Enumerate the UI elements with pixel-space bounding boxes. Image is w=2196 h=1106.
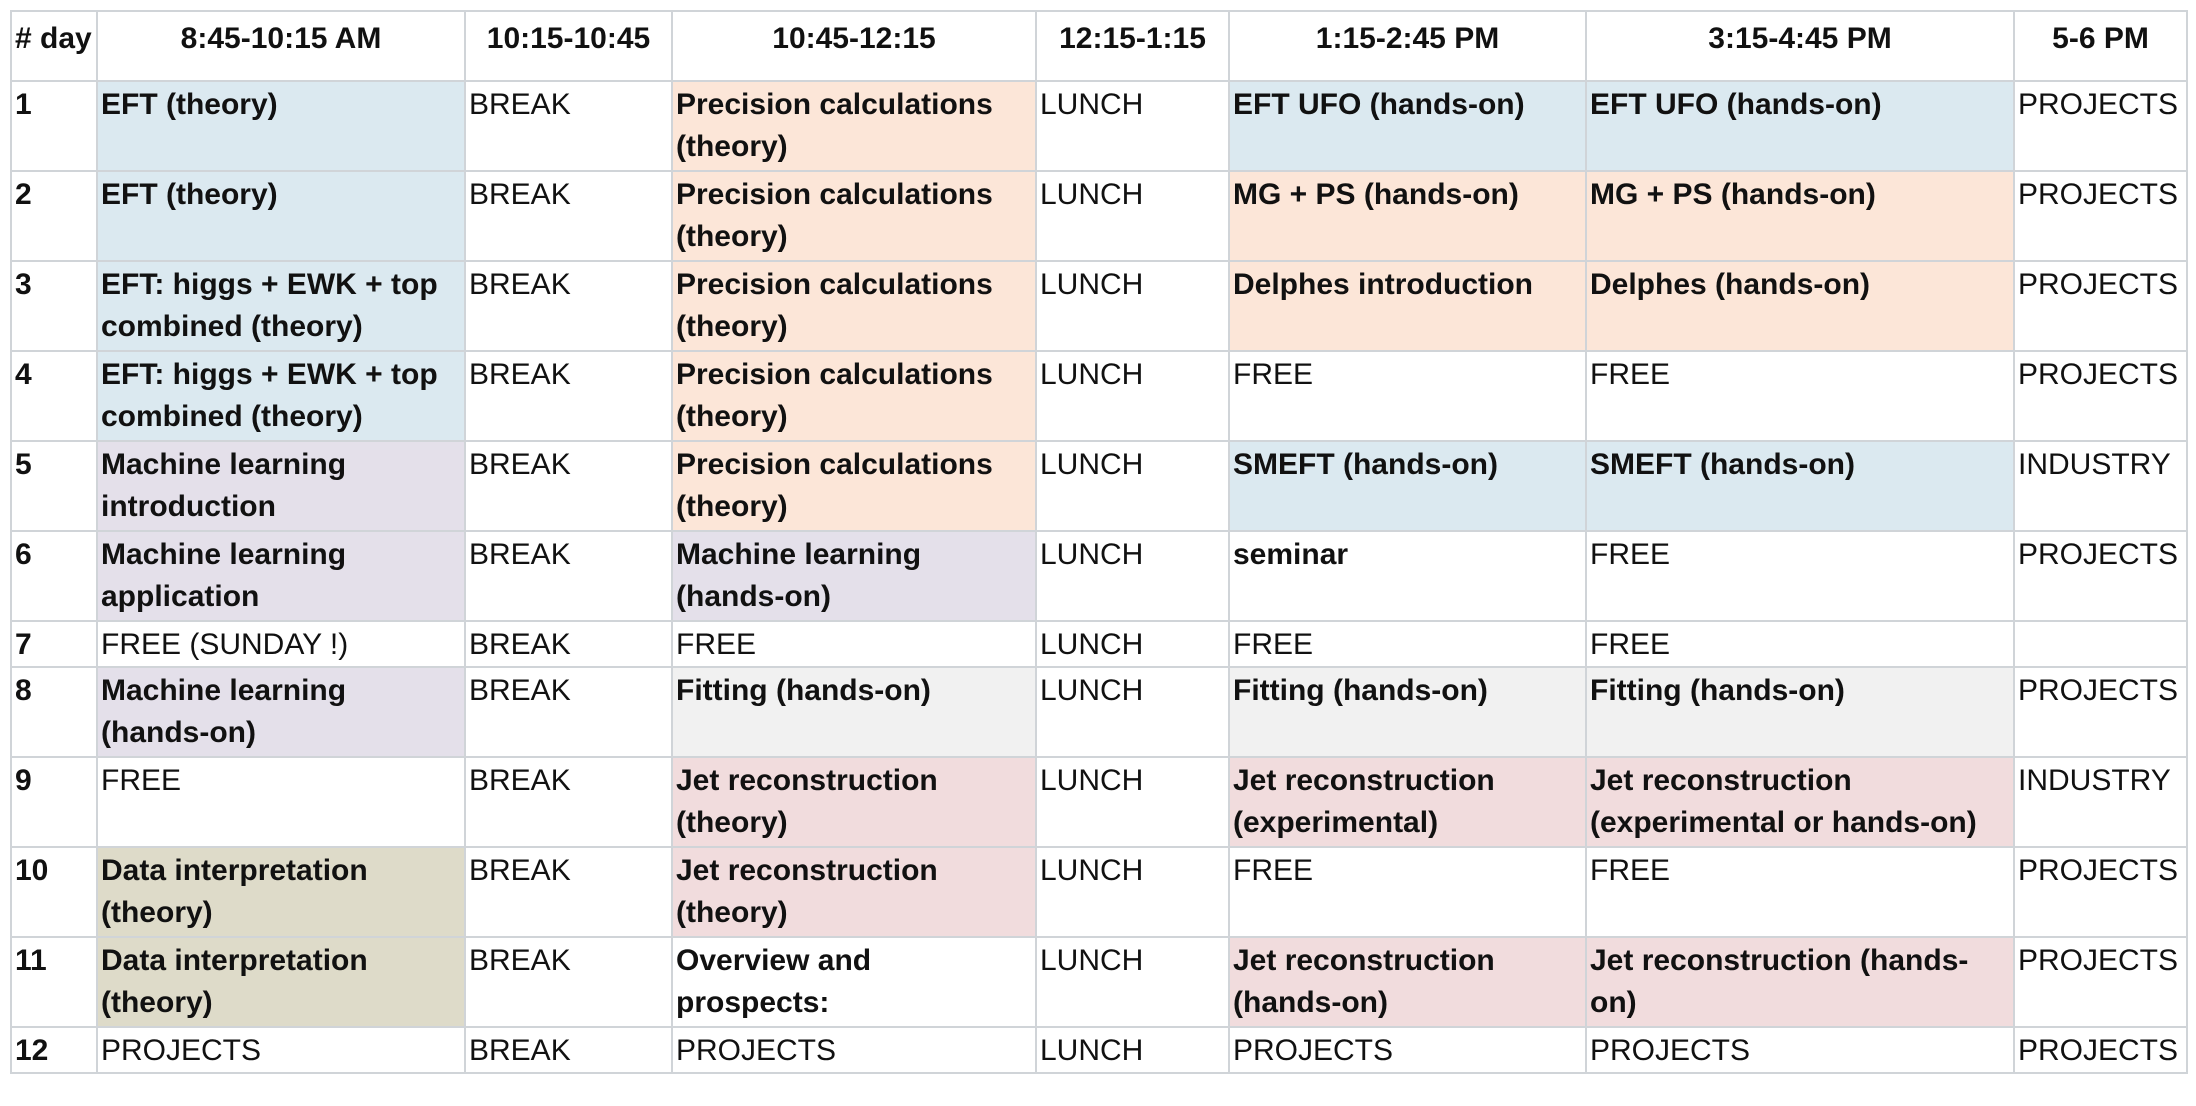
free-cell: FREE [97, 757, 465, 847]
table-row [11, 441, 2187, 531]
lunch-cell: LUNCH [1036, 81, 1229, 171]
evening-cell: PROJECTS [2014, 81, 2187, 171]
session-cell: Data interpretation (theory) [97, 847, 465, 937]
day-number: 2 [11, 171, 97, 261]
lunch-cell: LUNCH [1036, 351, 1229, 441]
header-slot-5: 1:15-2:45 PM [1229, 11, 1586, 81]
header-row [11, 11, 2187, 81]
session-cell: Machine learning (hands-on) [97, 667, 465, 757]
header-slot-6: 3:15-4:45 PM [1586, 11, 2014, 81]
session-cell: EFT: higgs + EWK + top combined (theory) [97, 261, 465, 351]
lunch-cell: LUNCH [1036, 1027, 1229, 1073]
session-cell: SMEFT (hands-on) [1586, 441, 2014, 531]
session-cell: Machine learning (hands-on) [672, 531, 1036, 621]
break-cell: BREAK [465, 441, 672, 531]
day-number: 1 [11, 81, 97, 171]
table-row [11, 81, 2187, 171]
header-slot-1: 8:45-10:15 AM [97, 11, 465, 81]
table-row [11, 621, 2187, 667]
lunch-cell: LUNCH [1036, 937, 1229, 1027]
session-cell: Jet reconstruction (theory) [672, 847, 1036, 937]
session-cell: Delphes introduction [1229, 261, 1586, 351]
session-cell: seminar [1229, 531, 1586, 621]
free-cell: FREE [1586, 531, 2014, 621]
evening-cell: PROJECTS [2014, 351, 2187, 441]
session-cell: MG + PS (hands-on) [1586, 171, 2014, 261]
evening-cell: PROJECTS [2014, 531, 2187, 621]
break-cell: BREAK [465, 1027, 672, 1073]
free-cell: FREE (SUNDAY !) [97, 621, 465, 667]
session-cell: Fitting (hands-on) [672, 667, 1036, 757]
break-cell: BREAK [465, 531, 672, 621]
break-cell: BREAK [465, 621, 672, 667]
session-cell: Fitting (hands-on) [1586, 667, 2014, 757]
evening-cell: PROJECTS [2014, 1027, 2187, 1073]
table-row [11, 261, 2187, 351]
session-cell: Overview and prospects: [672, 937, 1036, 1027]
session-cell: Delphes (hands-on) [1586, 261, 2014, 351]
day-number: 3 [11, 261, 97, 351]
lunch-cell: LUNCH [1036, 171, 1229, 261]
lunch-cell: LUNCH [1036, 667, 1229, 757]
day-number: 11 [11, 937, 97, 1027]
projects-cell: PROJECTS [1586, 1027, 2014, 1073]
free-cell: FREE [1586, 847, 2014, 937]
session-cell: EFT (theory) [97, 81, 465, 171]
session-cell: EFT (theory) [97, 171, 465, 261]
lunch-cell: LUNCH [1036, 441, 1229, 531]
evening-cell: PROJECTS [2014, 261, 2187, 351]
header-slot-2: 10:15-10:45 [465, 11, 672, 81]
session-cell: Jet reconstruction (theory) [672, 757, 1036, 847]
session-cell: Jet reconstruction (hands-on) [1229, 937, 1586, 1027]
free-cell: FREE [1586, 621, 2014, 667]
lunch-cell: LUNCH [1036, 847, 1229, 937]
table-row [11, 937, 2187, 1027]
session-cell: SMEFT (hands-on) [1229, 441, 1586, 531]
session-cell: Fitting (hands-on) [1229, 667, 1586, 757]
session-cell: Precision calculations (theory) [672, 171, 1036, 261]
break-cell: BREAK [465, 667, 672, 757]
header-slot-7: 5-6 PM [2014, 11, 2187, 81]
day-number: 7 [11, 621, 97, 667]
session-cell: Jet reconstruction (experimental) [1229, 757, 1586, 847]
session-cell: Machine learning application [97, 531, 465, 621]
day-number: 5 [11, 441, 97, 531]
evening-cell: INDUSTRY [2014, 757, 2187, 847]
evening-cell: PROJECTS [2014, 171, 2187, 261]
break-cell: BREAK [465, 81, 672, 171]
session-cell: Precision calculations (theory) [672, 441, 1036, 531]
evening-cell [2014, 621, 2187, 667]
table-row [11, 1027, 2187, 1073]
session-cell: Precision calculations (theory) [672, 351, 1036, 441]
free-cell: FREE [672, 621, 1036, 667]
session-cell: Jet reconstruction (hands-on) [1586, 937, 2014, 1027]
evening-cell: PROJECTS [2014, 667, 2187, 757]
break-cell: BREAK [465, 351, 672, 441]
header-slot-3: 10:45-12:15 [672, 11, 1036, 81]
session-cell: EFT UFO (hands-on) [1229, 81, 1586, 171]
free-cell: FREE [1586, 351, 2014, 441]
day-number: 12 [11, 1027, 97, 1073]
day-number: 9 [11, 757, 97, 847]
session-cell: Machine learning introduction [97, 441, 465, 531]
header-slot-4: 12:15-1:15 [1036, 11, 1229, 81]
day-number: 4 [11, 351, 97, 441]
lunch-cell: LUNCH [1036, 621, 1229, 667]
session-cell: MG + PS (hands-on) [1229, 171, 1586, 261]
table-row [11, 171, 2187, 261]
projects-cell: PROJECTS [97, 1027, 465, 1073]
break-cell: BREAK [465, 261, 672, 351]
session-cell: Precision calculations (theory) [672, 81, 1036, 171]
day-number: 8 [11, 667, 97, 757]
table-row [11, 757, 2187, 847]
evening-cell: PROJECTS [2014, 847, 2187, 937]
break-cell: BREAK [465, 171, 672, 261]
table-row [11, 667, 2187, 757]
day-number: 6 [11, 531, 97, 621]
free-cell: FREE [1229, 351, 1586, 441]
free-cell: FREE [1229, 847, 1586, 937]
free-cell: FREE [1229, 621, 1586, 667]
schedule-table [10, 10, 2188, 1074]
projects-cell: PROJECTS [672, 1027, 1036, 1073]
table-row [11, 531, 2187, 621]
table-row [11, 847, 2187, 937]
lunch-cell: LUNCH [1036, 531, 1229, 621]
break-cell: BREAK [465, 757, 672, 847]
header-day: # day [11, 11, 97, 81]
lunch-cell: LUNCH [1036, 757, 1229, 847]
session-cell: Jet reconstruction (experimental or hands-on) [1586, 757, 2014, 847]
evening-cell: PROJECTS [2014, 937, 2187, 1027]
session-cell: Precision calculations (theory) [672, 261, 1036, 351]
session-cell: EFT: higgs + EWK + top combined (theory) [97, 351, 465, 441]
break-cell: BREAK [465, 937, 672, 1027]
break-cell: BREAK [465, 847, 672, 937]
table-row [11, 351, 2187, 441]
day-number: 10 [11, 847, 97, 937]
evening-cell: INDUSTRY [2014, 441, 2187, 531]
projects-cell: PROJECTS [1229, 1027, 1586, 1073]
session-cell: EFT UFO (hands-on) [1586, 81, 2014, 171]
lunch-cell: LUNCH [1036, 261, 1229, 351]
session-cell: Data interpretation (theory) [97, 937, 465, 1027]
